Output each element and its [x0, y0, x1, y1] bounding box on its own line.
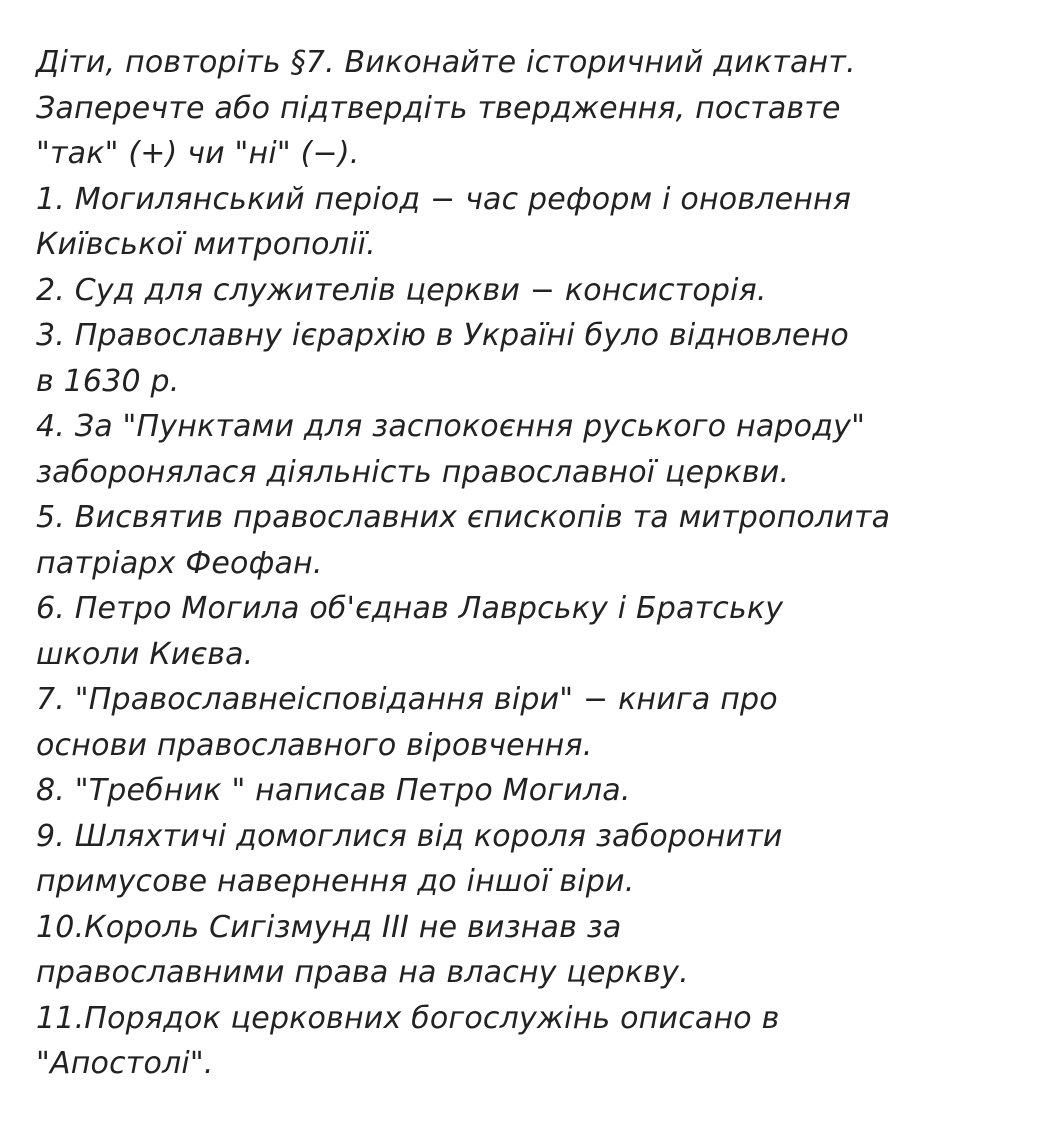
instruction-line-2: Заперечте або підтвердіть твердження, поставте [36, 90, 841, 126]
statement-3-line-1: 3. Православну ієрархію в Україні було відновлено [36, 318, 849, 353]
statement-7-line-2: основи православного віровчення. [36, 727, 593, 763]
handwritten-assignment [36, 40, 1026, 1087]
instruction-line-1: Діти, повторіть §7. Виконайте історичний диктант. [36, 45, 856, 80]
statement-9-line-1: 9. Шляхтичі домоглися від короля заборонити [36, 818, 783, 854]
instruction-line-3: "так" (+) чи "ні" (−). [36, 136, 360, 171]
statement-3-line-2: в 1630 р. [36, 363, 180, 399]
statement-5-line-2: патріарх Феофан. [36, 545, 323, 581]
statement-11-line-1: 11.Порядок церковних богослужінь описано в [36, 1000, 780, 1036]
statement-11-line-2: "Апостолі". [36, 1046, 214, 1081]
statement-2: 2. Суд для служителів церкви − консисторія. [36, 272, 767, 308]
statement-6-line-1: 6. Петро Могила об'єднав Лаврську і Братську [36, 591, 784, 626]
statement-1-line-1: 1. Могилянський період − час реформ і оновлення [36, 181, 852, 217]
statement-10-line-2: православними права на власну церкву. [36, 955, 689, 990]
statement-5-line-1: 5. Висвятив православних єпископів та митрополита [36, 500, 891, 535]
statement-7-line-1: 7. "Православнеісповідання віри" − книга про [36, 682, 778, 717]
statement-4-line-2: заборонялася діяльність православної церкви. [36, 454, 790, 490]
statement-8: 8. "Требник " написав Петро Могила. [36, 773, 631, 808]
statement-4-line-1: 4. За "Пунктами для заспокоєння руського народу" [36, 409, 866, 444]
statement-1-line-2: Київської митрополії. [36, 227, 376, 262]
statement-10-line-1: 10.Король Сигізмунд ІІІ не визнав за [36, 909, 622, 945]
statement-6-line-2: школи Києва. [36, 636, 254, 672]
statement-9-line-2: примусове навернення до іншої віри. [36, 864, 635, 899]
